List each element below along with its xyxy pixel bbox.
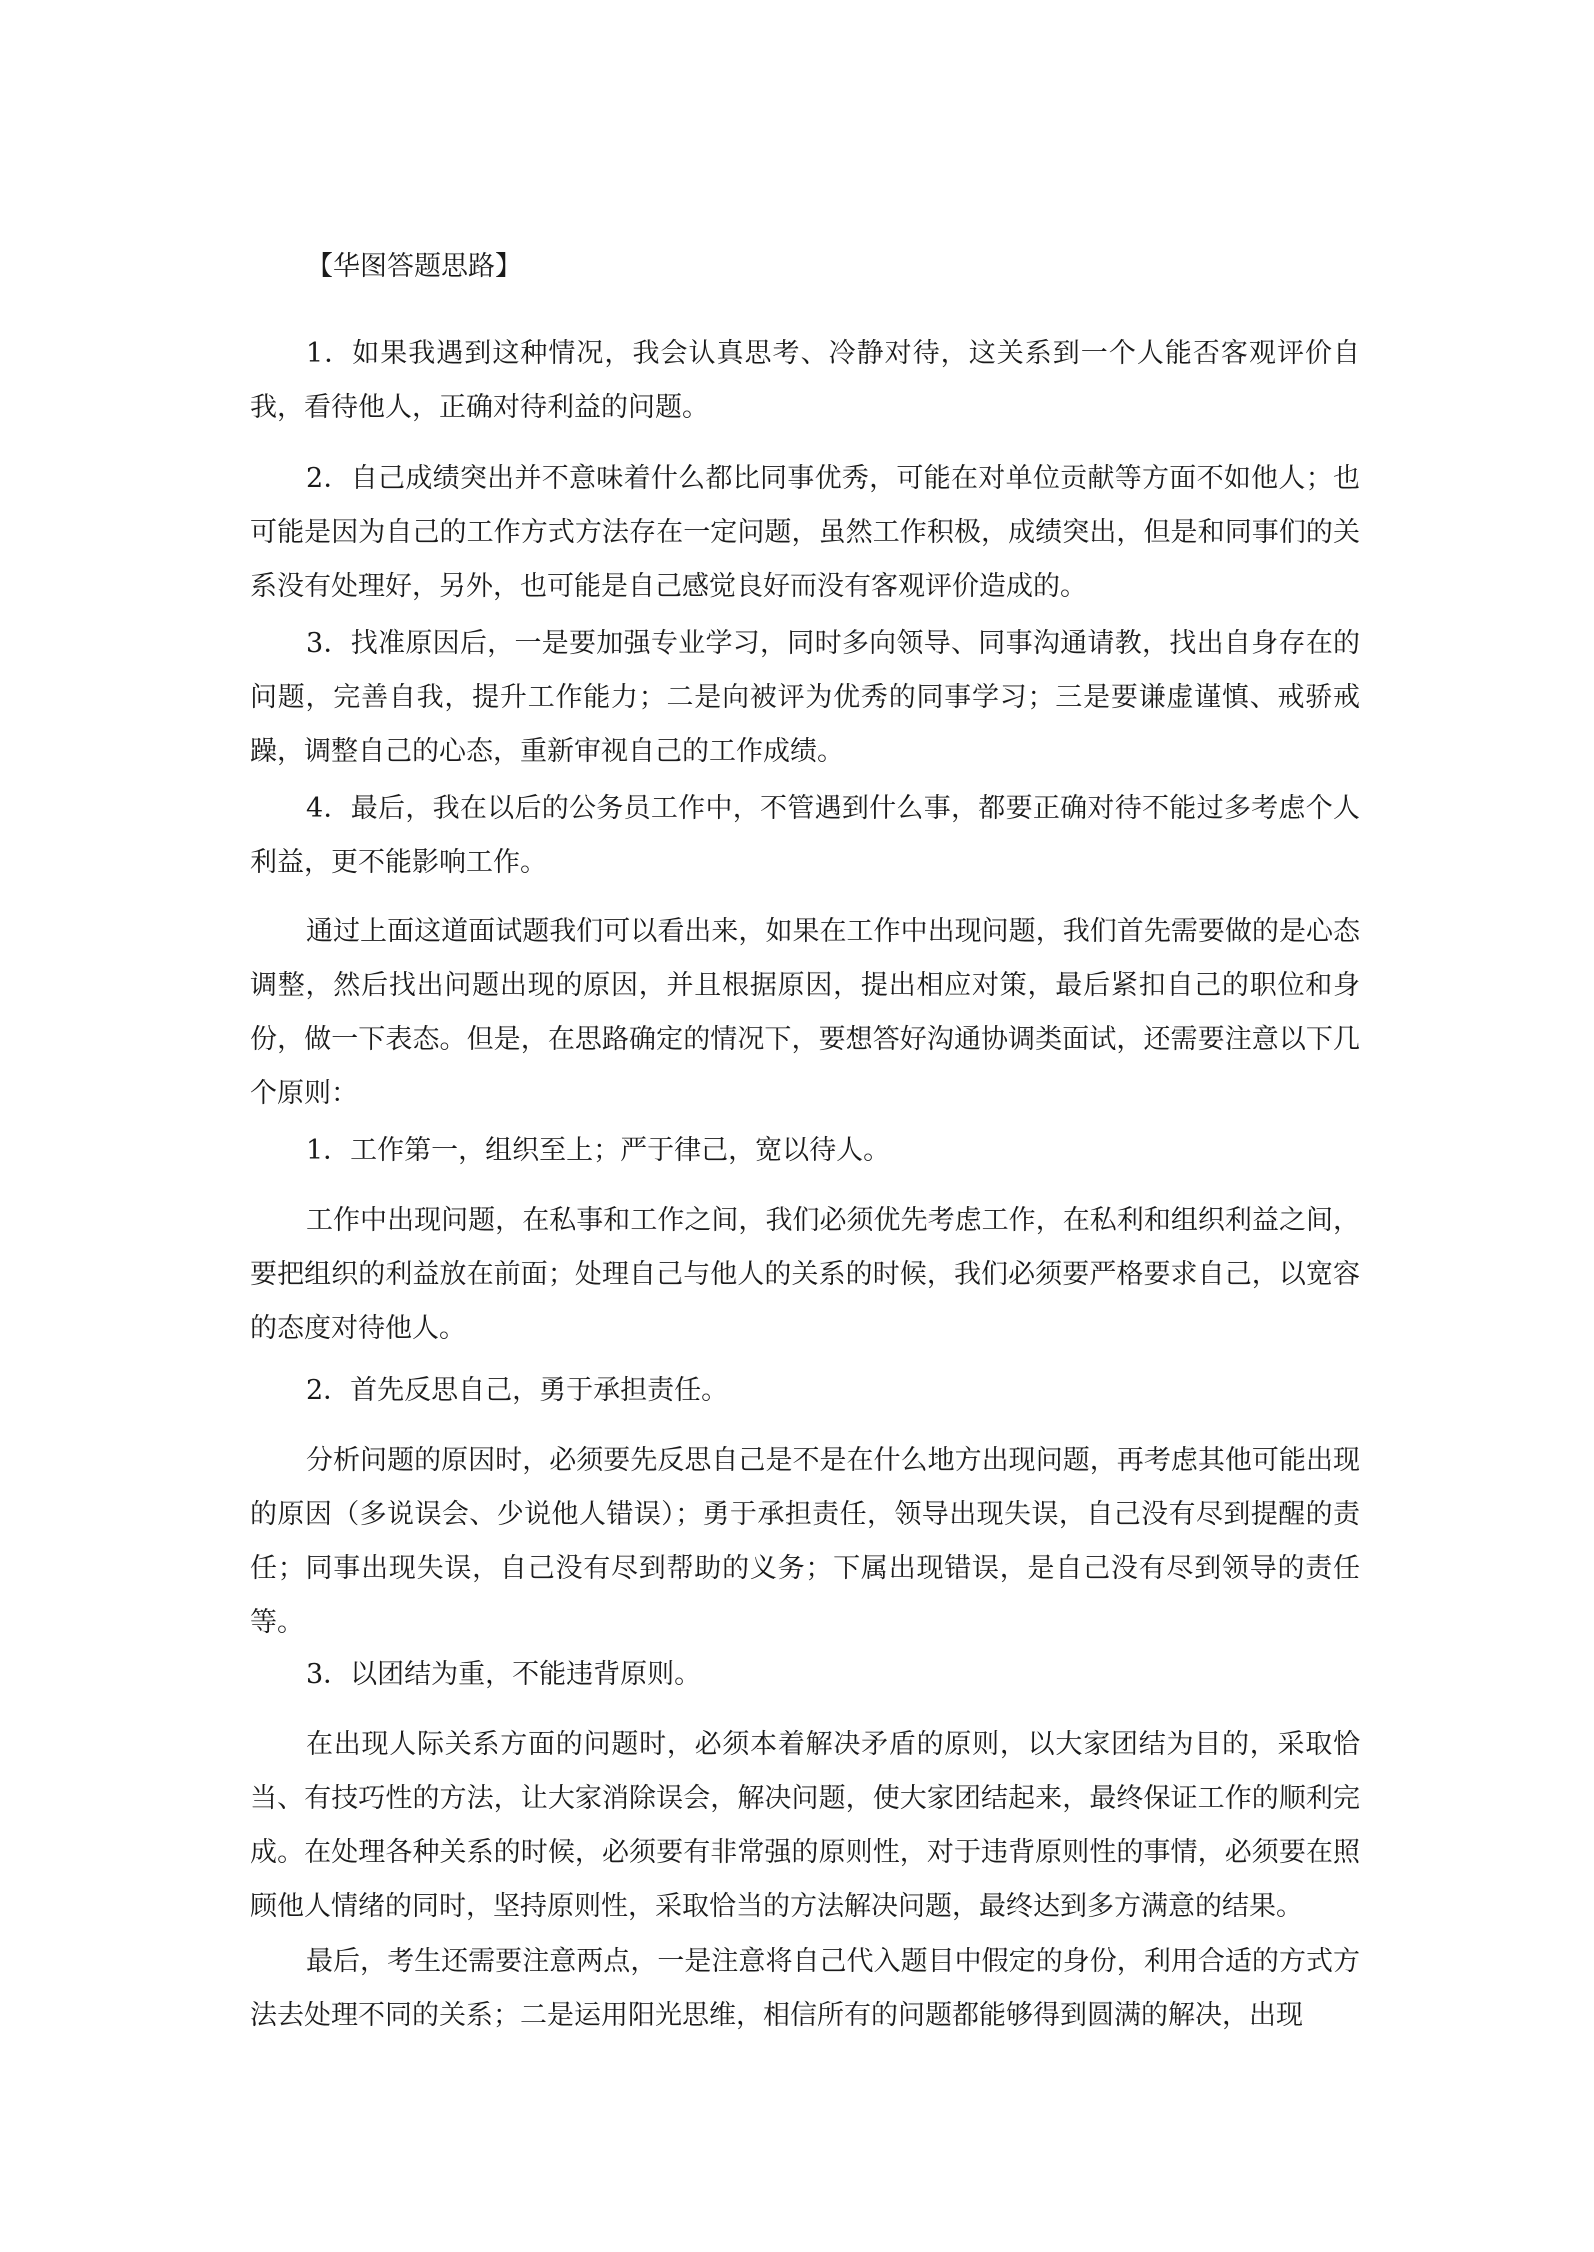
- paragraph-point-1: 1．如果我遇到这种情况，我会认真思考、冷静对待，这关系到一个人能否客观评价自我，看待他人，正确对待利益的问题。: [250, 338, 1360, 423]
- principle-3-title: 3．以团结为重，不能违背原则。: [306, 1659, 702, 1690]
- principle-3-body: 在出现人际关系方面的问题时，必须本着解决矛盾的原则，以大家团结为目的，采取恰当、有技巧性的方法，让大家消除误会，解决问题，使大家团结起来，最终保证工作的顺利完成。在处理各种关系的时候，必须要有非常强的原则性，对于违背原则性的事情，必须要在照顾他人情绪的同时，坚持原则性，采取恰当的方法解决问题，最终达到多方满意的结果。: [250, 1729, 1360, 1922]
- principle-1-body: 工作中出现问题，在私事和工作之间，我们必须优先考虑工作，在私利和组织利益之间，要把组织的利益放在前面；处理自己与他人的关系的时候，我们必须要严格要求自己，以宽容的态度对待他人。: [250, 1205, 1360, 1344]
- paragraph-point-3: 3．找准原因后，一是要加强专业学习，同时多向领导、同事沟通请教，找出自身存在的问题，完善自我，提升工作能力；二是向被评为优秀的同事学习；三是要谦虚谨慎、戒骄戒躁，调整自己的心态，重新审视自己的工作成绩。: [250, 628, 1360, 767]
- principle-1-title: 1．工作第一，组织至上；严于律己，宽以待人。: [306, 1135, 891, 1166]
- section-heading: 【华图答题思路】: [306, 251, 522, 282]
- paragraph-point-2: 2．自己成绩突出并不意味着什么都比同事优秀，可能在对单位贡献等方面不如他人；也可能是因为自己的工作方式方法存在一定问题，虽然工作积极，成绩突出，但是和同事们的关系没有处理好，另外，也可能是自己感觉良好而没有客观评价造成的。: [250, 463, 1360, 602]
- paragraph-point-4: 4．最后，我在以后的公务员工作中，不管遇到什么事，都要正确对待不能过多考虑个人利益，更不能影响工作。: [250, 793, 1360, 878]
- closing-paragraph: 最后，考生还需要注意两点，一是注意将自己代入题目中假定的身份，利用合适的方式方法去处理不同的关系；二是运用阳光思维，相信所有的问题都能够得到圆满的解决，出现: [250, 1946, 1360, 2031]
- document-page: [250, 0, 1360, 2252]
- principle-2-body: 分析问题的原因时，必须要先反思自己是不是在什么地方出现问题，再考虑其他可能出现的原因（多说误会、少说他人错误）；勇于承担责任，领导出现失误，自己没有尽到提醒的责任；同事出现失误，自己没有尽到帮助的义务；下属出现错误，是自己没有尽到领导的责任等。: [250, 1445, 1360, 1638]
- principle-2-title: 2．首先反思自己，勇于承担责任。: [306, 1375, 729, 1406]
- paragraph-summary: 通过上面这道面试题我们可以看出来，如果在工作中出现问题，我们首先需要做的是心态调整，然后找出问题出现的原因，并且根据原因，提出相应对策，最后紧扣自己的职位和身份，做一下表态。但是，在思路确定的情况下，要想答好沟通协调类面试，还需要注意以下几个原则：: [250, 916, 1360, 1109]
